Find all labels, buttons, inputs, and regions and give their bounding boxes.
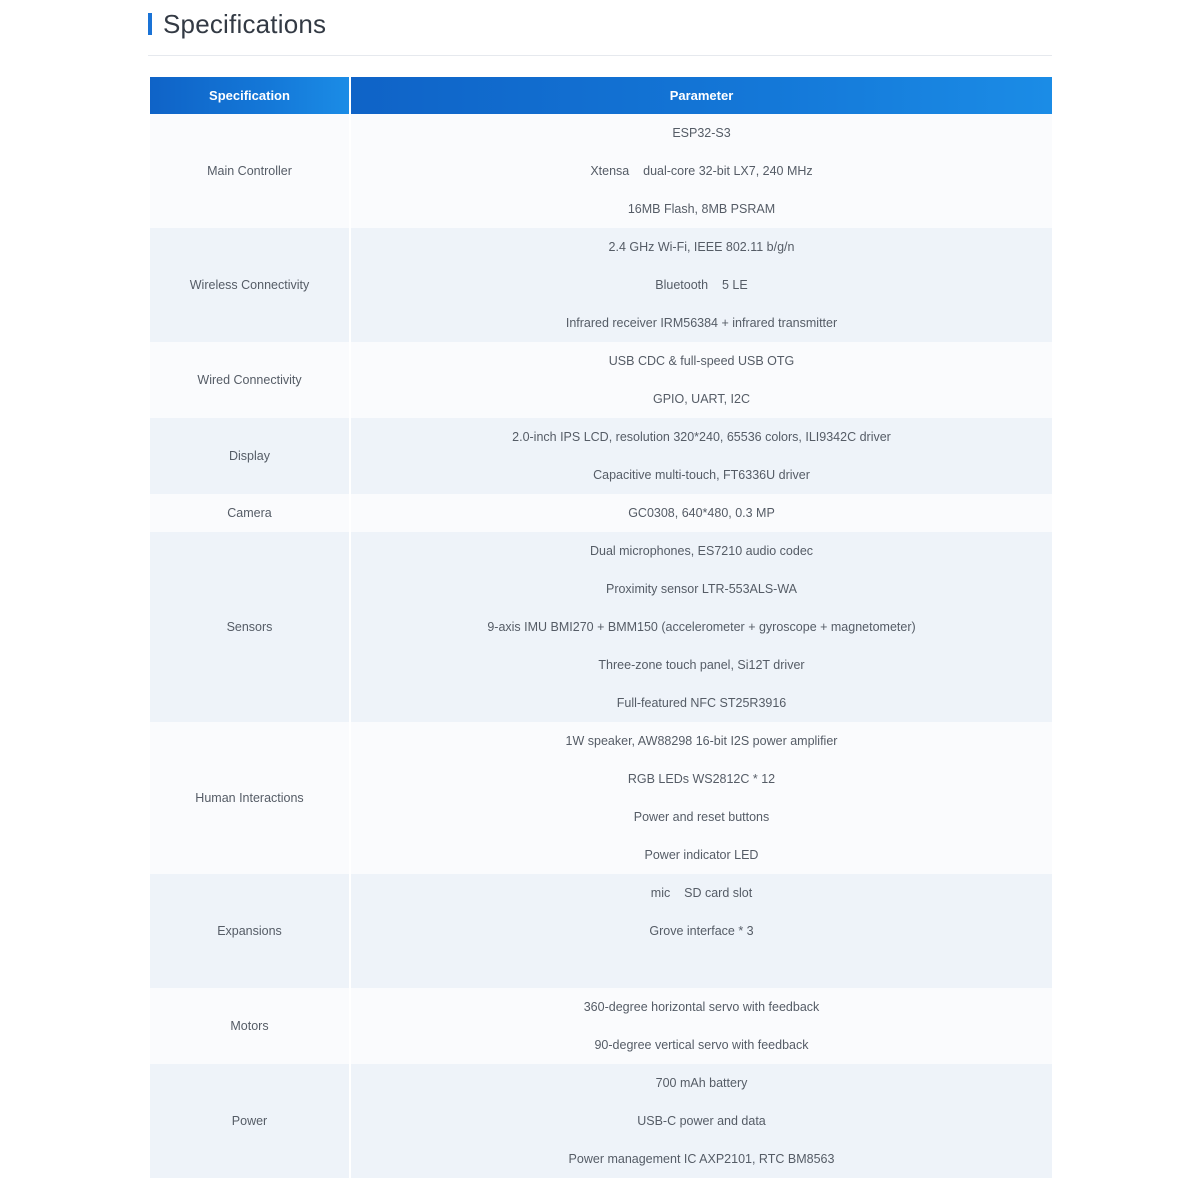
parameter-line: RGB LEDs WS2812C * 12	[627, 772, 776, 786]
spec-name-cell: Motors	[150, 988, 350, 1064]
parameter-cell	[350, 114, 1052, 228]
parameter-line: Power and reset buttons	[633, 810, 770, 824]
section-heading	[148, 6, 326, 42]
parameter-line: Infrared receiver IRM56384 + infrared transmitter	[565, 316, 838, 330]
parameter-cell	[350, 722, 1052, 874]
spec-name-cell: Main Controller	[150, 114, 350, 228]
heading-divider	[148, 55, 1052, 56]
parameter-line: 700 mAh battery	[655, 1076, 748, 1090]
parameter-line: GC0308, 640*480, 0.3 MP	[628, 506, 775, 520]
parameter-line: Capacitive multi-touch, FT6336U driver	[593, 468, 810, 482]
parameter-line: 2.0-inch IPS LCD, resolution 320*240, 65536 colors, ILI9342C driver	[512, 430, 891, 444]
parameter-line: Full-featured NFC ST25R3916	[616, 696, 787, 710]
table-row	[150, 532, 1052, 722]
spec-name-cell: Human Interactions	[150, 722, 350, 874]
parameter-cell	[350, 494, 1052, 532]
parameter-line: GPIO, UART, I2C	[652, 392, 750, 406]
parameter-line: Power management IC AXP2101, RTC BM8563	[568, 1152, 835, 1166]
parameter-line: 1W speaker, AW88298 16-bit I2S power amplifier	[565, 734, 838, 748]
parameter-line: 9-axis IMU BMI270 + BMM150 (accelerometer + gyroscope + magnetometer)	[487, 620, 916, 634]
parameter-line: Dual microphones, ES7210 audio codec	[589, 544, 814, 558]
table-row	[150, 228, 1052, 342]
table-row	[150, 988, 1052, 1064]
specifications-table	[150, 77, 1052, 1178]
section-title: Specifications	[163, 8, 327, 39]
heading-accent-bar	[148, 13, 152, 35]
table-row	[150, 494, 1052, 532]
parameter-line: 2.4 GHz Wi-Fi, IEEE 802.11 b/g/n	[608, 240, 795, 254]
spec-name-cell: Wired Connectivity	[150, 342, 350, 418]
parameter-cell	[350, 342, 1052, 418]
table-row	[150, 1064, 1052, 1178]
parameter-line: Xtensa dual-core 32-bit LX7, 240 MHz	[590, 164, 813, 178]
parameter-line: Proximity sensor LTR-553ALS-WA	[605, 582, 798, 596]
spec-name-cell: Power	[150, 1064, 350, 1178]
parameter-cell	[350, 874, 1052, 988]
parameter-line: 360-degree horizontal servo with feedback	[583, 1000, 820, 1014]
parameter-cell	[350, 418, 1052, 494]
parameter-cell	[350, 532, 1052, 722]
parameter-line: Bluetooth 5 LE	[655, 278, 748, 292]
table-row	[150, 114, 1052, 228]
header-parameter: Parameter	[350, 77, 1052, 114]
parameter-cell	[350, 1064, 1052, 1178]
parameter-line: 16MB Flash, 8MB PSRAM	[627, 202, 776, 216]
parameter-line	[351, 950, 1052, 988]
parameter-cell	[350, 228, 1052, 342]
spec-name-cell: Camera	[150, 494, 350, 532]
parameter-line: mic SD card slot	[650, 886, 753, 900]
parameter-line: USB CDC & full-speed USB OTG	[608, 354, 795, 368]
parameter-line: Grove interface * 3	[649, 924, 754, 938]
table-body	[150, 114, 1052, 1178]
parameter-line: ESP32-S3	[672, 126, 731, 140]
parameter-line: Three-zone touch panel, Si12T driver	[598, 658, 805, 672]
table-row	[150, 418, 1052, 494]
parameter-line: USB-C power and data	[637, 1114, 766, 1128]
spec-name-cell: Sensors	[150, 532, 350, 722]
header-specification: Specification	[150, 77, 350, 114]
spec-name-cell: Wireless Connectivity	[150, 228, 350, 342]
table-row	[150, 874, 1052, 988]
parameter-cell	[350, 988, 1052, 1064]
parameter-line: Power indicator LED	[644, 848, 759, 862]
spec-name-cell: Display	[150, 418, 350, 494]
table-row	[150, 722, 1052, 874]
table-row	[150, 342, 1052, 418]
table-header-row	[150, 77, 1052, 114]
spec-name-cell: Expansions	[150, 874, 350, 988]
parameter-line: 90-degree vertical servo with feedback	[594, 1038, 809, 1052]
